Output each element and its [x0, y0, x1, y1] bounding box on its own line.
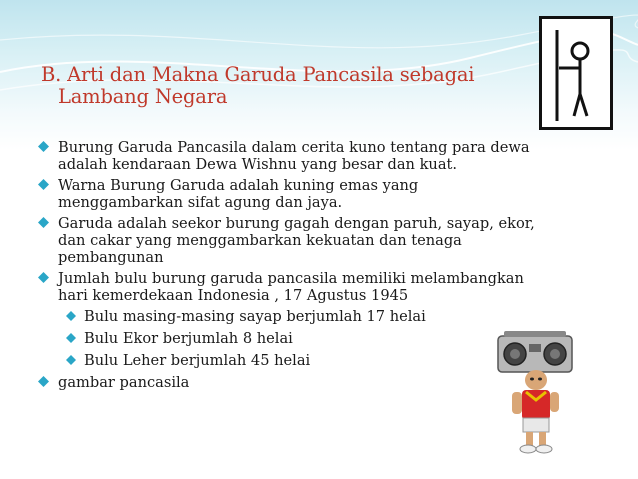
- sub-bullet-item: [38, 308, 598, 325]
- bullet-text-line: adalah kendaraan Dewa Wishnu yang besar dan kuat.: [58, 156, 458, 173]
- bullet-text-line: dan cakar yang menggambarkan kekuatan dan tenaga: [58, 232, 462, 249]
- bullet-text-line: hari kemerdekaan Indonesia , 17 Agustus 1945: [58, 287, 409, 304]
- sub-bullet-text: Bulu Ekor berjumlah 8 helai: [84, 330, 293, 347]
- bullet-marker-icon: [66, 311, 76, 321]
- bullet-marker-icon: [38, 376, 49, 387]
- bullet-text-line: gambar pancasila: [58, 374, 190, 391]
- bullet-text-line: Warna Burung Garuda adalah kuning emas yang: [58, 177, 419, 194]
- bullet-marker-icon: [66, 333, 76, 343]
- bullet-item: [38, 215, 598, 266]
- bullet-text-line: Garuda adalah seekor burung gagah dengan paruh, sayap, ekor,: [58, 215, 535, 232]
- boombox-boy-clipart: [490, 330, 590, 460]
- bullet-marker-icon: [38, 179, 49, 190]
- bullet-marker-icon: [66, 355, 76, 365]
- bullet-marker-icon: [38, 272, 49, 283]
- bullet-text-line: Jumlah bulu burung garuda pancasila memiliki melambangkan: [58, 270, 524, 287]
- bullet-text-line: pembangunan: [58, 249, 164, 266]
- stick-figure-icon: [539, 16, 613, 130]
- title-line-1: B. Arti dan Makna Garuda Pancasila sebagai: [41, 63, 475, 86]
- slide-title: [41, 64, 521, 108]
- sub-bullet-text: Bulu masing-masing sayap berjumlah 17 helai: [84, 308, 426, 325]
- bullet-item: [38, 270, 598, 304]
- bullet-item: [38, 177, 598, 211]
- title-line-2: Lambang Negara: [58, 85, 228, 108]
- bullet-marker-icon: [38, 217, 49, 228]
- sub-bullet-text: Bulu Leher berjumlah 45 helai: [84, 352, 311, 369]
- bullet-text-line: menggambarkan sifat agung dan jaya.: [58, 194, 343, 211]
- bullet-marker-icon: [38, 141, 49, 152]
- bullet-text-line: Burung Garuda Pancasila dalam cerita kuno tentang para dewa: [58, 139, 530, 156]
- bullet-item: [38, 139, 598, 173]
